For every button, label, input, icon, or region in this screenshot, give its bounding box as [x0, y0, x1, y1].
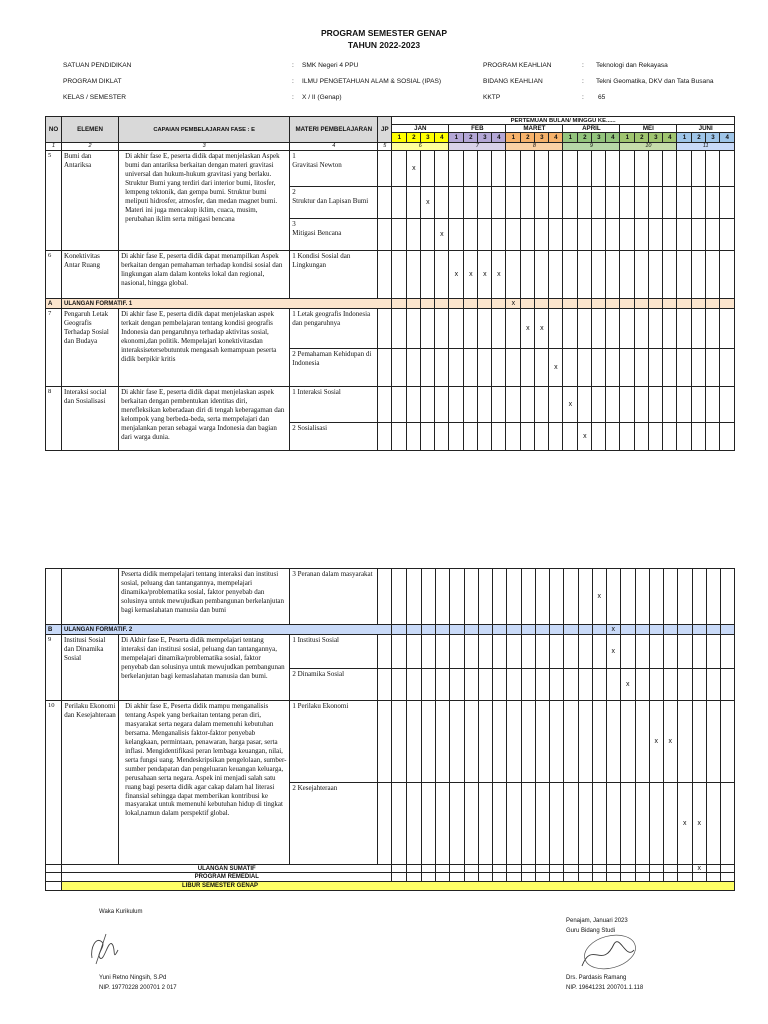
materi-number: 3 — [292, 220, 296, 228]
table-row — [46, 882, 735, 891]
row-elemen: Pengaruh Letak Geografis Terhadap Sosial dan Budaya — [62, 309, 119, 387]
schedule-mark: x — [592, 569, 606, 625]
program-remedial: PROGRAM REMEDIAL — [62, 873, 392, 882]
week-3: 3 — [592, 133, 606, 143]
col-number: 10 — [620, 143, 677, 151]
program-table-part-2 — [45, 568, 735, 891]
materi-label: Struktur dan Lapisan Bumi — [292, 196, 369, 205]
week-1: 1 — [677, 133, 692, 143]
col-number: 2 — [62, 143, 119, 151]
col-number: 7 — [449, 143, 506, 151]
table-row — [46, 309, 735, 349]
materi-label: Pemahaman Kehidupan di Indonesia — [292, 350, 372, 367]
value-kelas: X / II (Genap) — [302, 94, 342, 101]
ulangan-sumatif: ULANGAN SUMATIF — [62, 865, 392, 873]
schedule-mark: x — [692, 865, 706, 873]
col-number: 11 — [677, 143, 735, 151]
ulangan-formatif-2: ULANGAN FORMATIF. 2 — [62, 625, 392, 635]
row-materi — [290, 349, 378, 387]
signer-nip: NIP. 19770228 200701 2 017 — [99, 985, 177, 991]
value-bidang: Tekni Geomatika, DKV dan Tata Busana — [596, 78, 714, 85]
value-program: ILMU PENGETAHUAN ALAM & SOSIAL (IPAS) — [302, 78, 442, 85]
row-capaian: Di akhir fase E, Peserta didik mampu menganalisis tentang Aspek yang berkaitan tentang peran diri, masyarakat serta negara dalam memenuhi kebutuhan bersama. Menganalisis faktor-faktor penyebab kelangkaan, permintaan, penawaran, harga pasar, serta inflasi. Mengidentifikasi peran lembaga keuangan, nilai, serta fungsi uang. Mendeskripsikan pengelolaan, sumber-sumber pendapatan dan pengeluaran keuangan keluarga, perusahaan serta negara. Aspek ini menjadi salah satu ruang bagi peserta didik agar cakap dalam hal literasi finansial sehingga dapat memberikan kontribusi ke masyarakat untuk memenuhi kebutuhan hidup di tingkat lokal,namun dalam perspektif global. — [119, 701, 290, 865]
row-no: 9 — [46, 635, 62, 701]
schedule-mark: x — [549, 349, 563, 387]
row-materi — [290, 783, 378, 865]
materi-number: 2 — [292, 670, 296, 678]
month-maret: MARET — [506, 125, 563, 133]
week-2: 2 — [692, 133, 706, 143]
schedule-mark: x — [521, 309, 535, 349]
signer-title: Guru Bidang Studi — [566, 928, 616, 934]
year-title: TAHUN 2022-2023 — [347, 40, 421, 50]
label-satuan: SATUAN PENDIDIKAN — [63, 62, 132, 69]
row-materi — [290, 701, 378, 783]
schedule-mark: x — [464, 251, 478, 299]
colon: : — [292, 78, 294, 85]
row-elemen: Perilaku Ekonomi dan Kesejahteraan — [62, 701, 119, 865]
month-juni: JUNI — [677, 125, 735, 133]
row-materi — [290, 187, 378, 219]
materi-label: Peranan dalam masyarakat — [297, 570, 373, 578]
schedule-mark: x — [506, 299, 521, 309]
schedule-mark: x — [563, 387, 578, 423]
place-date: Penajam, Januari 2023 — [566, 918, 628, 924]
week-4: 4 — [549, 133, 563, 143]
week-2: 2 — [407, 133, 421, 143]
row-no: 5 — [46, 151, 62, 251]
schedule-mark: x — [435, 219, 449, 251]
schedule-mark: x — [606, 635, 620, 669]
materi-number: 2 — [292, 350, 296, 358]
table-row — [46, 387, 735, 423]
signature-scribble — [86, 928, 126, 970]
row-elemen: Bumi dan Antariksa — [62, 151, 119, 251]
materi-label: Institusi Sosial — [297, 636, 340, 644]
schedule-mark: x — [478, 251, 492, 299]
row-elemen: Konektivitas Antar Ruang — [62, 251, 119, 299]
materi-number: 1 — [292, 310, 296, 318]
materi-label: Perilaku Ekonomi — [297, 702, 349, 710]
row-materi — [290, 635, 378, 669]
header-jp: JP — [378, 117, 392, 143]
week-3: 3 — [535, 133, 549, 143]
label-kelas: KELAS / SEMESTER — [63, 94, 127, 101]
week-3: 3 — [649, 133, 663, 143]
value-keahlian: Teknologi dan Rekayasa — [596, 62, 668, 69]
row-capaian: Di akhir fase E, peserta didik dapat menampilkan Aspek berkaitan dengan pemahaman terhadap kondisi sosial dan lingkungan alam dalam konteks lokal dan regional, nasional, hingga global. — [119, 251, 290, 299]
week-4: 4 — [720, 133, 735, 143]
week-1: 1 — [506, 133, 521, 143]
col-number: 4 — [290, 143, 378, 151]
signer-title: Waka Kurikulum — [99, 909, 143, 915]
colon: : — [582, 78, 584, 85]
row-no: A — [46, 299, 62, 309]
table-row — [46, 701, 735, 783]
row-capaian: Di akhir fase E, peserta didik dapat menjelaskan aspek berkaitan dengan pembentukan identitas diri, merefleksikan keberadaan diri di tengah keberagaman dan kelompok yang berbeda-beda, serta mempelajari dan menjalankan peran sebagai warga Indonesia dan bagian dari warga dunia. — [119, 387, 290, 451]
materi-label: Kesejahteraan — [297, 784, 338, 792]
week-3: 3 — [478, 133, 492, 143]
schedule-mark: x — [578, 423, 592, 451]
schedule-mark: x — [449, 251, 464, 299]
table-row — [46, 569, 735, 625]
value-satuan: SMK Negeri 4 PPU — [302, 62, 359, 69]
week-3: 3 — [706, 133, 720, 143]
week-3: 3 — [421, 133, 435, 143]
week-4: 4 — [606, 133, 620, 143]
table-row — [46, 299, 735, 309]
table-row — [46, 873, 735, 882]
materi-label: Interaksi Sosial — [297, 388, 341, 396]
col-number: 3 — [119, 143, 290, 151]
row-materi — [290, 387, 378, 423]
table-row — [46, 635, 735, 669]
week-1: 1 — [392, 133, 407, 143]
month-april: APRIL — [563, 125, 620, 133]
signer-nip: NIP. 19641231 200701.1.118 — [566, 985, 644, 991]
table-row — [46, 251, 735, 299]
materi-number: 2 — [292, 424, 296, 432]
program-title: PROGRAM SEMESTER GENAP — [320, 28, 448, 38]
row-no: 10 — [46, 701, 62, 865]
schedule-mark: x — [649, 701, 663, 783]
week-4: 4 — [663, 133, 677, 143]
row-capaian: Di Akhir fase E, Peserta didik mempelajari tentang interaksi dan institusi sosial, peluang dan tantangannya, mempelajari dinamika/problematika sosial, faktor penyebab dan solusinya untuk mewujudkan pembangunan berkelanjutan bagi kemaslahatan manusia dan bumi. — [119, 635, 290, 701]
label-bidang: BIDANG KEAHLIAN — [483, 78, 543, 85]
row-materi — [290, 569, 378, 625]
row-no: B — [46, 625, 62, 635]
label-program: PROGRAM DIKLAT — [63, 78, 122, 85]
schedule-mark: x — [421, 187, 435, 219]
signature-scribble — [572, 930, 642, 974]
colon: : — [292, 62, 294, 69]
materi-number: 1 — [292, 152, 296, 160]
month-jan: JAN — [392, 125, 449, 133]
colon: : — [582, 94, 584, 101]
materi-label: Gravitasi Newton — [292, 160, 342, 169]
row-elemen: Interaksi social dan Sosialisasi — [62, 387, 119, 451]
row-no: 6 — [46, 251, 62, 299]
month-mei: MEI — [620, 125, 677, 133]
label-keahlian: PROGRAM KEAHLIAN — [483, 62, 552, 69]
signer-name: Yuni Retno Ningsih, S.Pd — [99, 975, 167, 981]
libur-semester: LIBUR SEMESTER GENAP — [62, 882, 735, 891]
value-kktp: 65 — [598, 94, 606, 101]
schedule-mark: x — [677, 783, 692, 865]
table-row — [46, 625, 735, 635]
month-feb: FEB — [449, 125, 506, 133]
row-materi — [290, 309, 378, 349]
materi-label: Letak geografis Indonesia dan pengaruhnya — [292, 310, 371, 327]
schedule-mark: x — [663, 701, 677, 783]
materi-number: 1 — [292, 388, 296, 396]
col-number: 1 — [46, 143, 62, 151]
week-2: 2 — [464, 133, 478, 143]
row-materi — [290, 423, 378, 451]
row-materi — [290, 151, 378, 187]
col-number: 9 — [563, 143, 620, 151]
colon: : — [582, 62, 584, 69]
header-pertemuan: PERTEMUAN BULAN/ MINGGU KE...... — [392, 117, 735, 125]
materi-label: Dinamika Sosial — [297, 670, 345, 678]
row-materi — [290, 219, 378, 251]
row-capaian: Di akhir fase E, peserta didik dapat menjelaskan Aspek bumi dan antariksa berkaitan dengan materi gravitasi universal dan hukum-hukum gravitasi yang berlaku. Struktur Bumi yang terdiri dari interior bumi, litosfer, lempeng tektonik, dan gempa bumi. Struktur bumi meliputi hidrosfer, atmosfer, dan medan magnet bumi. Materi ini juga mencakup iklim, cuaca, musim, perubahan iklim serta mitigasi bencana — [119, 151, 290, 251]
materi-number: 2 — [292, 784, 296, 792]
materi-number: 1 — [292, 252, 296, 260]
week-4: 4 — [435, 133, 449, 143]
header-elemen: ELEMEN — [62, 117, 119, 143]
week-1: 1 — [563, 133, 578, 143]
materi-label: Kondisi Sosial dan Lingkungan — [292, 252, 351, 269]
label-kktp: KKTP — [483, 94, 501, 101]
program-table-part-1 — [45, 116, 735, 451]
week-2: 2 — [578, 133, 592, 143]
row-materi — [290, 251, 378, 299]
materi-number: 1 — [292, 636, 296, 644]
schedule-mark: x — [535, 309, 549, 349]
week-2: 2 — [521, 133, 535, 143]
row-elemen: Institusi Sosial dan Dinamika Sosial — [62, 635, 119, 701]
schedule-mark: x — [407, 151, 421, 187]
schedule-mark: x — [692, 783, 706, 865]
table-row — [46, 865, 735, 873]
header-materi: MATERI PEMBELAJARAN — [290, 117, 378, 143]
row-capaian: Peserta didik mempelajari tentang interaksi dan institusi sosial, peluang dan tantangannya, mempelajari dinamika/problematika sosial, faktor penyebab dan solusinya untuk mewujudkan pembangunan berkelanjutan bagi kemaslahatan manusia dan bumi — [119, 569, 290, 625]
schedule-mark: x — [620, 669, 635, 701]
row-no: 8 — [46, 387, 62, 451]
schedule-mark: x — [492, 251, 506, 299]
row-no: 7 — [46, 309, 62, 387]
week-2: 2 — [635, 133, 649, 143]
row-materi — [290, 669, 378, 701]
week-1: 1 — [620, 133, 635, 143]
col-number: 5 — [378, 143, 392, 151]
row-capaian: Di akhir fase E, peserta didik dapat menjelaskan aspek terkait dengan pembelajaran tentang kondisi geografis Indonesia dan pengaruhnya terhadap aktivitas sosial, ekonomi,dan politik. Mempelajari konektivitasdan interaksisetersebutuntuk mengasah kemampuan peserta didik berpikir kritis — [119, 309, 290, 387]
week-4: 4 — [492, 133, 506, 143]
materi-label: Mitigasi Bencana — [292, 228, 342, 237]
table-row — [46, 151, 735, 187]
header-no: NO — [46, 117, 62, 143]
schedule-mark: x — [606, 625, 620, 635]
ulangan-formatif-1: ULANGAN FORMATIF. 1 — [62, 299, 392, 309]
week-1: 1 — [449, 133, 464, 143]
col-number: 8 — [506, 143, 563, 151]
colon: : — [292, 94, 294, 101]
materi-number: 3 — [292, 570, 296, 578]
header-capaian: CAPAIAN PEMBELAJARAN FASE : E — [119, 117, 290, 143]
signer-name: Drs. Pardasis Ramang — [566, 975, 627, 981]
col-number: 6 — [392, 143, 449, 151]
materi-label: Sosialisasi — [297, 424, 328, 432]
materi-number: 2 — [292, 188, 296, 196]
materi-number: 1 — [292, 702, 296, 710]
